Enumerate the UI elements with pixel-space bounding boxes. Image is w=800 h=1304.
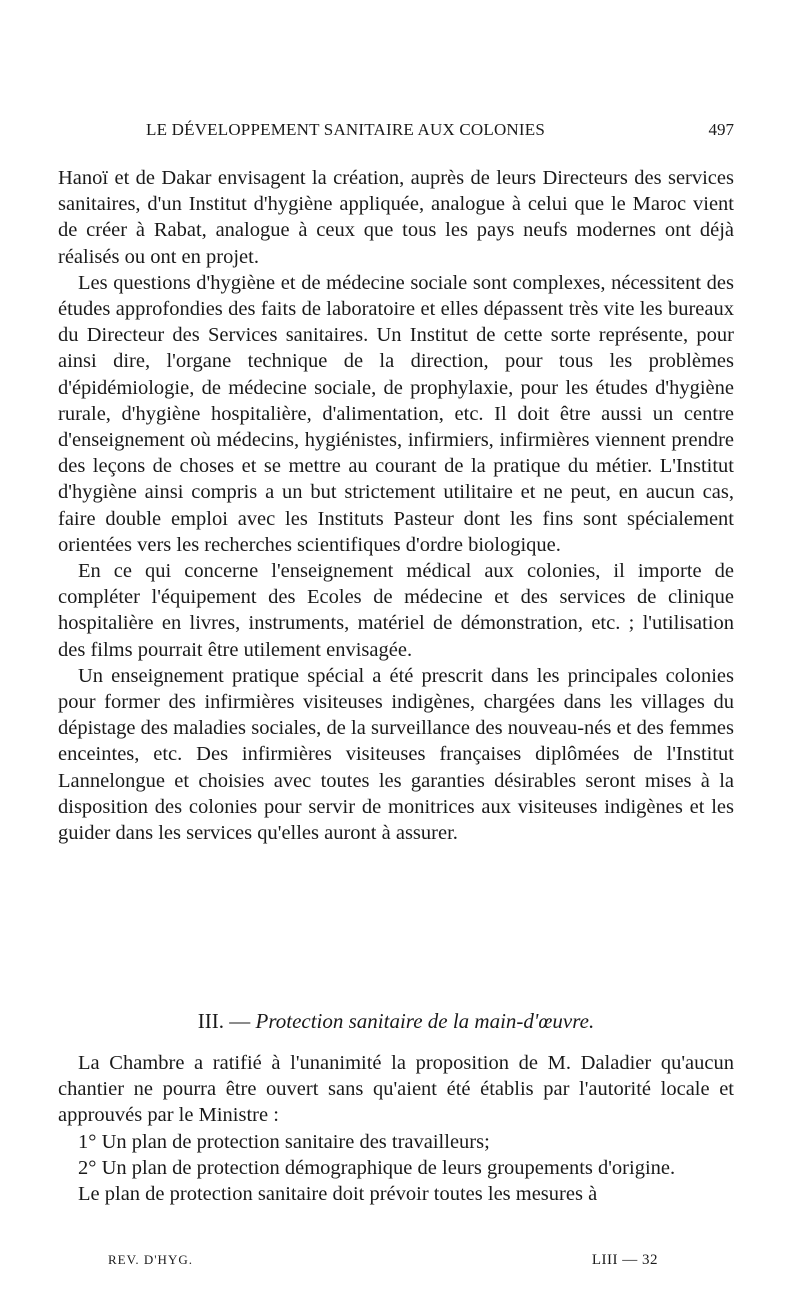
journal-abbreviation: REV. D'HYG. (108, 1252, 193, 1267)
list-item: 2° Un plan de protection démographique de leurs groupements d'origine. (78, 1156, 676, 1179)
page-number: 497 (708, 120, 734, 139)
paragraph: En ce qui concerne l'enseignement médical aux colonies, il importe de compléter l'équipement des Ecoles de médecine et des services de clinique hospitalière en livres, instruments, matériel de démonstration, etc. ; l'utilisation des films pourrait être utilement envisagée. (58, 560, 734, 661)
section-heading (58, 1009, 734, 1034)
page-footer (58, 1252, 734, 1272)
paragraph: La Chambre a ratifié à l'unanimité la proposition de M. Daladier qu'aucun chantier ne pourra être ouvert sans qu'aient été établis par l'autorité locale et approuvés par le Ministre : (58, 1052, 734, 1127)
section-body-text (58, 1050, 734, 1207)
running-title: LE DÉVELOPPEMENT SANITAIRE AUX COLONIES (146, 120, 545, 139)
running-head (58, 120, 734, 146)
list-item: 1° Un plan de protection sanitaire des travailleurs; (78, 1130, 490, 1153)
paragraph: Les questions d'hygiène et de médecine sociale sont complexes, nécessitent des études approfondies des faits de laboratoire et elles dépassent très vite les bureaux du Directeur des Services sanitaires. Un Institut de cette sorte représente, pour ainsi dire, l'organe technique de la direction, pour tous les problèmes d'épidémiologie, de médecine sociale, de prophylaxie, pour les études d'hygiène rurale, d'hygiène hospitalière, d'alimentation, etc. Il doit être aussi un centre d'enseignement où médecins, hygiénistes, infirmiers, infirmières viennent prendre des leçons de choses et se mettre au courant de la pratique du métier. L'Institut d'hygiène ainsi compris a un but strictement utilitaire et ne peut, en aucun cas, faire double emploi avec les Instituts Pasteur dont les fins sont spécialement orientées vers les recherches scientifiques d'ordre biologique. (58, 271, 734, 556)
paragraph: Hanoï et de Dakar envisagent la création, auprès de leurs Directeurs des services sanitaires, d'un Institut d'hygiène appliquée, analogue à celui que le Maroc vient de créer à Rabat, analogue à ceux que tous les pays neufs modernes ont déjà réalisés ou ont en projet. (58, 167, 734, 268)
paragraph: Le plan de protection sanitaire doit prévoir toutes les mesures à (78, 1183, 598, 1206)
section-number: III. — (197, 1009, 251, 1033)
volume-signature: LIII — 32 (591, 1252, 658, 1268)
body-text (58, 165, 734, 846)
section-title: Protection sanitaire de la main-d'œuvre. (255, 1009, 595, 1033)
paragraph: Un enseignement pratique spécial a été prescrit dans les principales colonies pour former des infirmières visiteuses indigènes, chargées dans les villages du dépistage des maladies sociales, de la surveillance des nouveau-nés et des femmes enceintes, etc. Des infirmières visiteuses françaises diplômées de l'Institut Lannelongue et choisies avec toutes les garanties désirables seront mises à la disposition des colonies pour servir de monitrices aux visiteuses indigènes et les guider dans les services qu'elles auront à assurer. (58, 664, 734, 845)
